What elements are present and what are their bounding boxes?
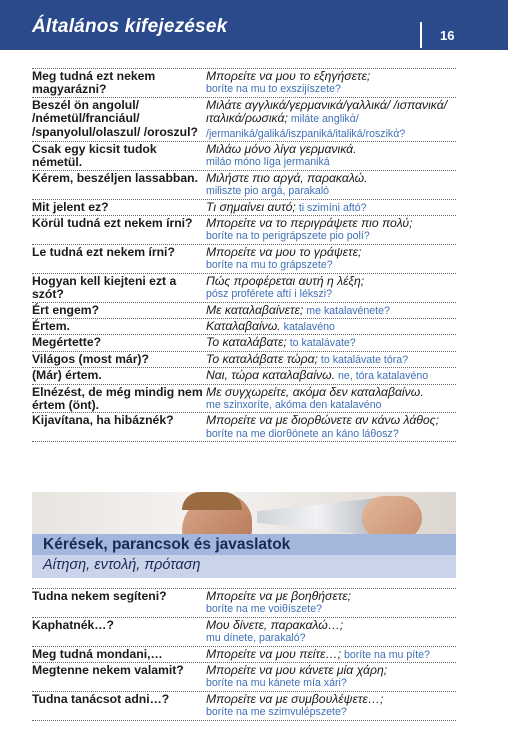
phrase-hungarian: Elnézést, de még mindig nem értem (önt). xyxy=(32,384,203,412)
phrase-greek: Μπορείτε να μου το εξηγήσετε; xyxy=(206,69,371,83)
phrase-row xyxy=(32,384,456,413)
phrase-hungarian: Le tudná ezt nekem írni? xyxy=(32,244,175,259)
phrase-list-general xyxy=(32,68,456,442)
phrase-greek-cell xyxy=(206,200,456,215)
phrase-transliteration: to katalávate tóra? xyxy=(320,353,409,366)
woman-hair-illustration xyxy=(182,492,242,510)
phrase-transliteration: boríte na me szimvulépszete? xyxy=(206,706,347,719)
phrase-transliteration: miláo móno líga jermaniká xyxy=(206,156,330,169)
phrase-greek: Καταλαβαίνω. xyxy=(206,318,281,333)
phrase-greek: Μιλάτε αγγλικά/γερμανικά/γαλλικά/ /ισπανικά/ιταλικά/ρωσικά; xyxy=(206,97,448,126)
phrase-transliteration: miliszte pio argá, parakaló xyxy=(206,185,330,198)
phrase-hungarian: Megértette? xyxy=(32,335,102,350)
phrase-transliteration: pósz proférete aftí i lékszi? xyxy=(206,288,333,301)
phrase-hungarian: Világos (most már)? xyxy=(32,351,149,366)
phrase-greek: Μιλήστε πιο αργά, παρακαλώ. xyxy=(206,170,368,185)
phrase-row xyxy=(32,170,456,199)
phrase-hungarian: Kaphatnék…? xyxy=(32,617,114,632)
phrase-greek-cell xyxy=(206,171,456,199)
phrase-greek-cell xyxy=(206,335,456,350)
phrase-row xyxy=(32,302,456,318)
phrase-greek: Με συγχωρείτε, ακόμα δεν καταλαβαίνω. xyxy=(206,384,424,399)
phrase-greek-cell xyxy=(206,618,456,646)
phrase-transliteration: boríte na mu to grápszete? xyxy=(206,259,333,272)
phrase-hungarian: Kérem, beszéljen lassabban. xyxy=(32,170,198,185)
phrase-hungarian: Tudna tanácsot adni…? xyxy=(32,691,170,706)
phrase-hungarian: Ért engem? xyxy=(32,302,100,317)
phrase-greek: Τι σημαίνει αυτό; xyxy=(206,199,296,214)
page-number: 16 xyxy=(440,28,455,43)
phrase-greek: Μου δίνετε, παρακαλώ…; xyxy=(206,617,344,632)
phrase-row xyxy=(32,691,456,721)
phrase-transliteration: me szinxoríte, akóma den katalavéno xyxy=(206,398,382,411)
phrase-greek-cell xyxy=(206,368,456,383)
phrase-transliteration: boríte na me diorθónete an káno láθosz? xyxy=(206,427,399,440)
phrase-row xyxy=(32,617,456,646)
phrase-row xyxy=(32,367,456,383)
phrase-greek-cell xyxy=(206,319,456,334)
phrase-transliteration: boríte na to perigrápszete pio polí? xyxy=(206,230,370,243)
phrase-row xyxy=(32,662,456,691)
phrase-hungarian: Körül tudná ezt nekem írni? xyxy=(32,216,193,231)
phrase-greek-cell xyxy=(206,352,456,367)
phrase-hungarian: (Már) értem. xyxy=(32,368,102,383)
phrase-row xyxy=(32,273,456,302)
phrase-greek-cell xyxy=(206,589,456,617)
phrase-greek: Μπορείτε να με συμβουλέψετε…; xyxy=(206,691,384,706)
phrase-greek-cell xyxy=(206,274,456,302)
phrase-transliteration: boríte na mu to exszijíszete? xyxy=(206,83,341,96)
phrase-row xyxy=(32,412,456,442)
phrase-greek: Μπορείτε να το περιγράψετε πιο πολύ; xyxy=(206,216,413,231)
phrase-greek: Μιλάω μόνο λίγα γερμανικά. xyxy=(206,142,357,157)
phrase-greek-cell xyxy=(206,216,456,244)
phrase-greek: Μπορείτε να με διορθώνετε αν κάνω λάθος; xyxy=(206,413,439,428)
phrase-transliteration: boríte na mu píte? xyxy=(343,648,430,661)
phrase-hungarian: Értem. xyxy=(32,318,70,333)
phrase-row xyxy=(32,199,456,215)
page-header xyxy=(0,0,508,50)
phrase-transliteration: miláte anglikά/ /jermaniká/galiká/iszpaniká/italiká/roszikά? xyxy=(206,113,406,140)
phrase-hungarian: Megtenne nekem valamit? xyxy=(32,663,184,678)
phrase-transliteration: boríte na mu kánete mía xári? xyxy=(206,677,347,690)
phrase-row xyxy=(32,68,456,97)
phrase-row xyxy=(32,97,456,141)
phrase-greek: Μπορείτε να μου κάνετε μία χάρη; xyxy=(206,663,388,678)
phrase-transliteration: boríte na me voiθíszete? xyxy=(206,603,323,616)
phrase-hungarian: Mit jelent ez? xyxy=(32,199,109,214)
phrase-hungarian: Meg tudná mondani,… xyxy=(32,646,163,661)
phrase-transliteration: me katalavénete? xyxy=(306,304,390,317)
phrase-transliteration: ti szimíni aftó? xyxy=(298,201,367,214)
phrase-greek: Πώς προφέρεται αυτή η λέξη; xyxy=(206,273,365,288)
phrase-row xyxy=(32,141,456,170)
phrase-hungarian: Beszél ön angolul/ /németül/franciául/ /spanyolul/olaszul/ /oroszul? xyxy=(32,97,198,139)
phrase-greek-cell xyxy=(206,142,456,170)
phrase-greek-cell xyxy=(206,385,456,413)
phrase-greek-cell xyxy=(206,303,456,318)
phrase-row xyxy=(32,588,456,617)
phrase-row xyxy=(32,334,456,350)
phrase-greek-cell xyxy=(206,245,456,273)
phrase-greek-cell xyxy=(206,692,456,720)
phrase-transliteration: katalavéno xyxy=(283,320,335,333)
chapter-title: Általános kifejezések xyxy=(32,16,228,37)
phrase-hungarian: Hogyan kell kiejteni ezt a szót? xyxy=(32,273,177,302)
phrase-greek: Το καταλάβατε τώρα; xyxy=(206,351,318,366)
phrase-greek-cell xyxy=(206,663,456,691)
phrase-list-requests xyxy=(32,588,456,721)
phrase-transliteration: ne, tóra katalavéno xyxy=(338,370,429,383)
phrase-greek-cell xyxy=(206,69,456,97)
phrase-row xyxy=(32,351,456,367)
phrase-greek: Με καταλαβαίνετε; xyxy=(206,302,304,317)
phrase-greek: Ναι, τώρα καταλαβαίνω. xyxy=(206,368,336,383)
section-title-greek: Αίτηση, εντολή, πρόταση xyxy=(43,557,201,573)
phrase-row xyxy=(32,318,456,334)
section-heading xyxy=(32,534,456,578)
section-banner-image xyxy=(32,492,456,540)
phrase-greek-cell xyxy=(206,413,456,441)
phrase-transliteration: to katalávate? xyxy=(289,337,356,350)
header-divider xyxy=(420,22,422,48)
phrase-row xyxy=(32,244,456,273)
phrase-greek: Το καταλάβατε; xyxy=(206,335,287,350)
section-title-hungarian: Kérések, parancsok és javaslatok xyxy=(43,536,291,553)
phrase-hungarian: Csak egy kicsit tudok németül. xyxy=(32,142,157,170)
phrase-row xyxy=(32,646,456,662)
phrase-hungarian: Meg tudná ezt nekem magyarázni? xyxy=(32,69,156,97)
phrase-greek: Μπορείτε να μου πείτε…; xyxy=(206,646,341,661)
phrase-greek: Μπορείτε να μου το γράψετε; xyxy=(206,244,362,259)
phrase-greek-cell xyxy=(206,98,456,141)
phrase-hungarian: Kijavítana, ha hibáznék? xyxy=(32,413,174,428)
phrase-row xyxy=(32,215,456,244)
phrase-greek: Μπορείτε να με βοηθήσετε; xyxy=(206,589,352,603)
megaphone-illustration xyxy=(257,498,377,536)
phrase-greek-cell xyxy=(206,647,456,662)
phrase-hungarian: Tudna nekem segíteni? xyxy=(32,589,167,603)
phrase-transliteration: mu dínete, parakaló? xyxy=(206,632,306,645)
